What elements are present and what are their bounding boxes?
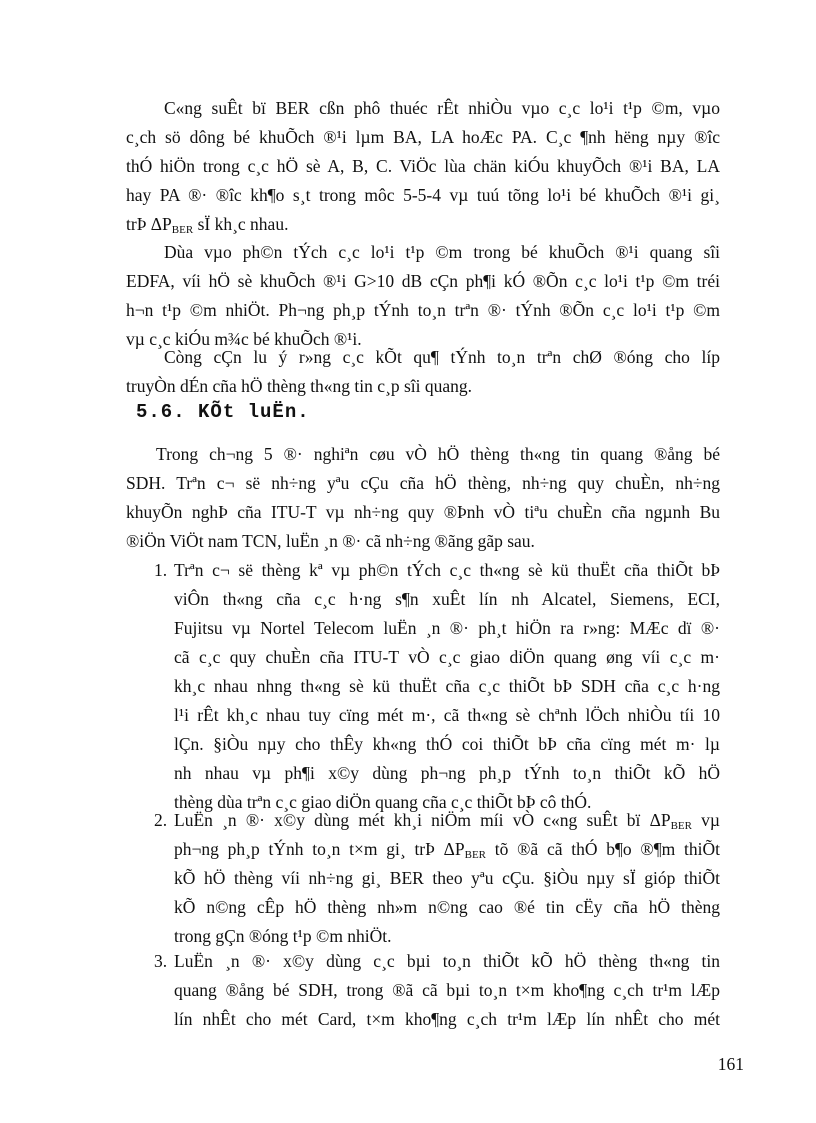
text-line: trong gÇn ®óng t¹p ©m nhiÖt. [174,926,392,946]
page-number: 161 [717,1054,744,1074]
text-line: hay PA ®· ®îc kh¶o s¸t trong môc 5-5-4 vµ tuú tõng lo¹i bé khuÕch ®¹i gi¸ [126,185,720,205]
text-line: Trong ch¬ng 5 ®· nghiªn cøu vÒ hÖ thèng th«ng tin quang ®ång bé [156,444,720,464]
paragraph-edfa-analysis [126,238,720,354]
text-line: C«ng suÊt bï BER cßn phô thuéc rÊt nhiÒu vµo c¸c lo¹i t¹p ©m, vµo [164,98,720,118]
text-line: Fujitsu vµ Nortel Telecom luËn ¸n ®· ph¸t hiÖn ra r»ng: MÆc dï ®· [174,618,720,638]
text-line: quang ®ång bé SDH, trong ®ã cã bµi to¸n t×m kho¶ng c¸ch tr¹m lÆp [174,980,720,1000]
text-line: Dùa vµo ph©n tÝch c¸c lo¹i t¹p ©m trong bé khuÕch ®¹i quang sîi [164,242,720,262]
text-line: viÔn th«ng cña c¸c h·ng s¶n xuÊt lín nh Alcatel, Siemens, ECI, [174,589,720,609]
text-line: nh nhau vµ ph¶i x©y dùng ph¬ng ph¸p tÝnh to¸n thiÕt kÕ hÖ [174,763,720,783]
text-line: kh¸c nhau nhng th«ng sè kü thuËt cña c¸c thiÕt bÞ SDH cña c¸c h·ng [174,676,720,696]
text-line: kÕ hÖ thèng víi nh÷ng gi¸ BER theo yªu cÇu. §iÒu nµy sÏ gióp thiÕt [174,868,720,888]
list-number: 3. [154,951,168,971]
text-line: lÇn. §iÒu nµy cho thÊy kh«ng thÓ coi thiÕt bÞ cña cïng mét m· lµ [174,734,720,754]
text-line: vµ c¸c kiÓu m¾c bé khuÕch ®¹i. [126,329,362,349]
text-line: c¸ch sö dông bé khuÕch ®¹i lµm BA, LA hoÆc PA. C¸c ¶nh hëng nµy ®îc [126,127,720,147]
paragraph-note [126,343,720,401]
list-item-body [174,556,720,817]
list-number: 2. [154,810,168,830]
text-line: thÓ hiÖn trong c¸c hÖ sè A, B, C. ViÖc lùa chän kiÓu khuyÕch ®¹i BA, LA [126,156,720,176]
text-line: trÞ $\Delta P_{BER}$ sÏ kh¸c nhau. [126,214,289,236]
text-line: EDFA, víi hÖ sè khuÕch ®¹i G>10 dB cÇn ph¶i kÓ ®Õn c¸c lo¹i t¹p ©m tréi [126,271,720,291]
text-line: SDH. Trªn c¬ së nh÷ng yªu cÇu cña hÖ thèng, nh÷ng quy chuÈn, nh÷ng [126,473,720,493]
text-line: Còng cÇn lu ý r»ng c¸c kÕt qu¶ tÝnh to¸n trªn chØ ®óng cho líp [164,347,720,367]
section-heading: 5.6. KÕt luËn. [136,401,310,423]
list-item-body [174,947,720,1034]
text-line: ®iÖn ViÖt nam TCN, luËn ¸n ®· cã nh÷ng ®ãng gãp sau. [126,531,535,551]
list-number: 1. [154,560,168,580]
text-line: l¹i rÊt kh¸c nhau tuy cïng mét m·, cã th«ng sè chªnh lÖch nhiÒu tíi 10 [174,705,720,725]
text-line: h¬n t¹p ©m nhiÖt. Ph¬ng ph¸p tÝnh to¸n trªn ®· tÝnh ®Õn c¸c lo¹i t¹p ©m [126,300,720,320]
list-item-body [174,806,720,951]
text-line: truyÒn dÉn cña hÖ thèng th«ng tin c¸p sîi quang. [126,376,473,396]
text-line: LuËn ¸n ®· x©y dùng c¸c bµi to¸n thiÕt kÕ hÖ thèng th«ng tin [174,951,720,971]
text-line: cã c¸c quy chuÈn cña ITU-T vÒ c¸c giao diÖn quang øng víi c¸c m· [174,647,720,667]
paragraph-conclusion-intro [126,440,720,556]
paragraph-ber-compensation [126,94,720,239]
text-line: khuyÕn nghÞ cña ITU-T vµ nh÷ng quy ®Þnh vÒ tiªu chuÈn cña ngµnh Bu [126,502,720,522]
text-line: kÕ n©ng cÊp hÖ thèng nh»m n©ng cao ®é tin cËy cña hÖ thèng [174,897,720,917]
text-line: ph¬ng ph¸p tÝnh to¸n t×m gi¸ trÞ $\Delta P_{BER}$ tõ ®ã cã thÓ b¶o ®¶m thiÕt [174,839,720,861]
text-line: Trªn c¬ së thèng kª vµ ph©n tÝch c¸c th«ng sè kü thuËt cña thiÕt bÞ [174,560,720,580]
text-line: LuËn ¸n ®· x©y dùng mét kh¸i niÖm míi vÒ c«ng suÊt bï $\Delta P_{BER}$ vµ [174,810,720,832]
text-line: thèng dùa trªn c¸c giao diÖn quang cña c¸c thiÕt bÞ cô thÓ. [174,792,592,812]
text-line: lín nhÊt cho mét Card, t×m kho¶ng c¸ch tr¹m lÆp lín nhÊt cho mét [174,1009,720,1029]
